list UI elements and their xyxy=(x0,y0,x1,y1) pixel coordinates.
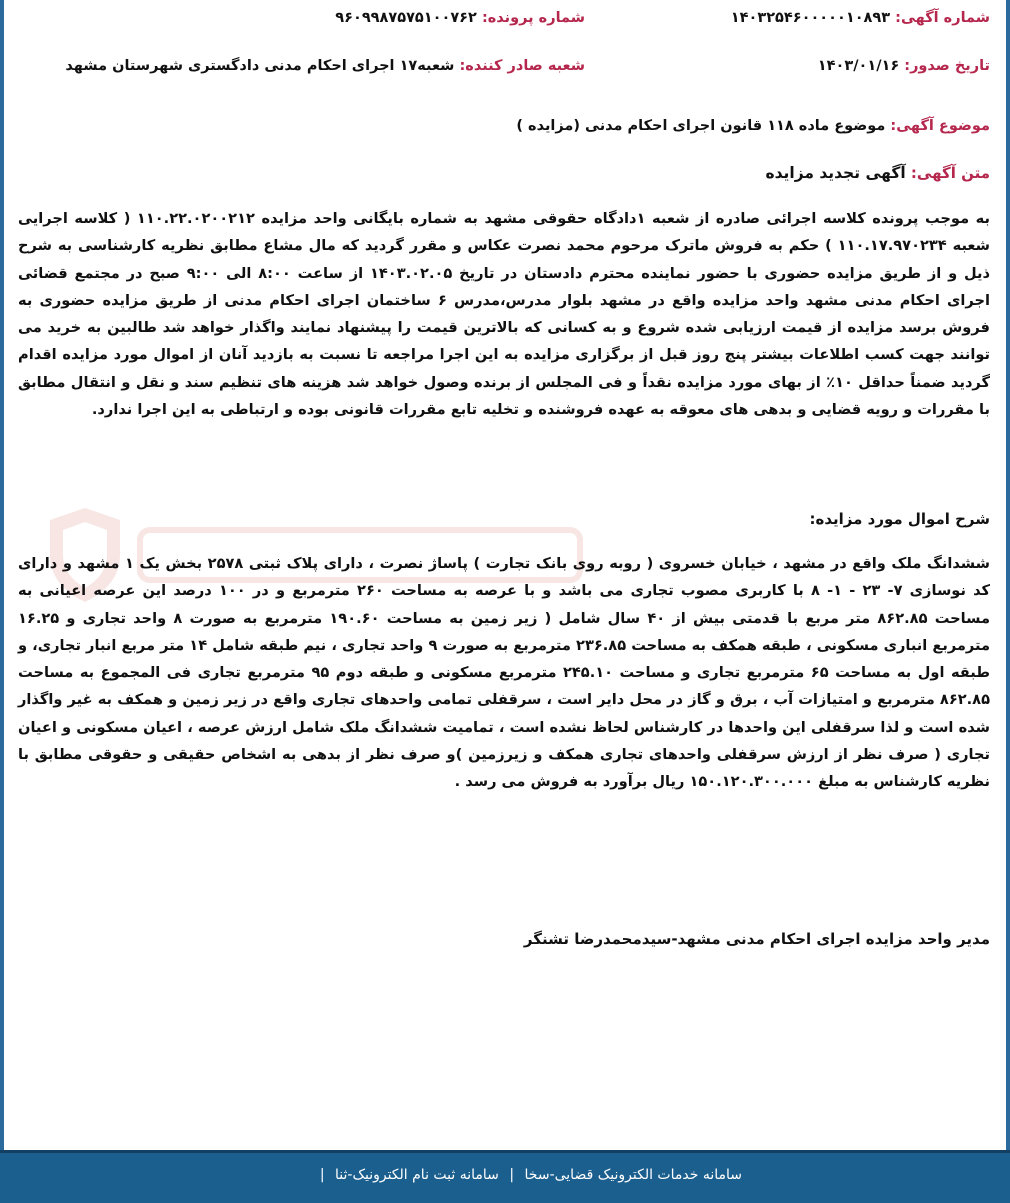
branch-row xyxy=(65,58,585,74)
signature: مدیر واحد مزایده اجرای احکام مدنی مشهد-سیدمحمدرضا تشنگر xyxy=(523,930,990,948)
branch-name: شعبه۱۷ اجرای احکام مدنی دادگستری شهرستان مشهد xyxy=(65,58,455,74)
footer-link-sakha[interactable]: سامانه خدمات الکترونیک قضایی-سخا xyxy=(524,1167,742,1183)
subject-row xyxy=(516,118,990,134)
footer-bar xyxy=(0,1150,1010,1203)
branch-label: شعبه صادر کننده: xyxy=(459,58,585,74)
notice-text-label: متن آگهی: xyxy=(910,164,990,182)
notice-text-title: آگهی تجدید مزایده xyxy=(765,164,906,182)
footer-links xyxy=(314,1167,742,1183)
property-description-title: شرح اموال مورد مزایده: xyxy=(809,510,990,528)
issue-date: ۱۴۰۳/۰۱/۱۶ xyxy=(817,58,900,74)
notice-number: ۱۴۰۳۲۵۴۶۰۰۰۰۰۱۰۸۹۳ xyxy=(730,10,891,26)
notice-number-row xyxy=(731,10,990,26)
notice-content xyxy=(18,0,990,1150)
notice-paragraph-main: به موجب پرونده کلاسه اجرائی صادره از شعبه ۱دادگاه حقوقی مشهد به شماره بایگانی واحد مزایده ۱۱۰.۲۲.۰۲۰۰۲۱۲ ( کلاسه اجرایی شعبه ۱۱۰.۱۷.۹۷۰۲۳۴ ) حکم به فروش ماترک مرحوم محمد نصرت عکاس و مقرر گردید که مال مشاع مطابق نظریه کارشناسی به شرح ذیل و از طریق مزایده حضوری با حضور نماینده محترم دادستان در تاریخ ۱۴۰۳.۰۲.۰۵ از ساعت ۸:۰۰ الی ۹:۰۰ صبح در مجتمع قضائی اجرای احکام مدنی مشهد واحد مزایده واقع در مشهد بلوار مدرس،مدرس ۶ ساختمان اجرای احکام مدنی از طریق مزایده حضوری به فروش برسد مزایده از قیمت ارزیابی شده شروع و به کسانی که بالاترین قیمت را پیشنهاد نمایند واگذار خواهد شد طالبین به خرید می توانند جهت کسب اطلاعات بیشتر پنج روز قبل از برگزاری مزایده به این اجرا مراجعه تا نسبت به بازدید آنان از اموال مورد مزایده اقدام گردید ضمناً حداقل ۱۰٪ از بهای مورد مزایده نقداً و فی المجلس از برنده وصول خواهد شد هزینه های تنظیم سند و نقل و انتقال مطابق با مقررات و رویه قضایی و بدهی های معوقه به عهده فروشنده و تخلیه تابع مقررات قانونی بوده و ارتباطی به این اجرا ندارد. xyxy=(18,210,991,419)
issue-date-label: تاریخ صدور: xyxy=(904,58,990,74)
footer-link-sana[interactable]: سامانه ثبت نام الکترونیک-ثنا xyxy=(335,1167,499,1183)
footer-separator-end: | xyxy=(319,1167,325,1183)
issue-date-row xyxy=(818,58,990,74)
file-number: ۹۶۰۹۹۸۷۵۷۵۱۰۰۷۶۲ xyxy=(335,10,477,26)
notice-number-label: شماره آگهی: xyxy=(895,10,990,26)
footer-separator: | xyxy=(509,1167,515,1183)
file-number-label: شماره پرونده: xyxy=(481,10,585,26)
file-number-row xyxy=(335,10,585,26)
subject-label: موضوع آگهی: xyxy=(890,118,990,134)
subject-text: موضوع ماده ۱۱۸ قانون اجرای احکام مدنی (مزایده ) xyxy=(516,118,886,134)
left-border xyxy=(0,0,4,1150)
notice-text-row xyxy=(765,164,990,182)
property-description-paragraph: ششدانگ ملک واقع در مشهد ، خیابان خسروی ( روبه روی بانک تجارت ) پاساژ نصرت ، دارای پلاک ثبتی ۲۵۷۸ بخش یک ۱ مشهد و دارای کد نوسازی ۷- ۲۳ - ۱- ۸ با کاربری مصوب تجاری می باشد و با عرصه به مساحت ۲۶۰ مترمربع و در ۱۰۰ درصد این عرصه اعیانی به مساحت ۸۶۲.۸۵ متر مربع با قدمتی بیش از ۴۰ سال شامل ( زیر زمین به مساحت ۱۹۰.۶۰ مترمربع به صورت ۸ واحد تجاری و ۱۶.۲۵ مترمربع انباری مسکونی ، طبقه همکف به مساحت ۲۳۶.۸۵ مترمربع به صورت ۹ واحد تجاری ، نیم طبقه شامل ۱۴ متر مربع انبار تجاری، و طبقه اول به مساحت ۶۵ مترمربع تجاری و مساحت ۲۴۵.۱۰ مترمربع مسکونی و طبقه دوم ۹۵ مترمربع تجاری فی المجموع به مساحت ۸۶۲.۸۵ مترمربع و امتیازات آب ، برق و گاز در محل دایر است ، سرقفلی تمامی واحدهای تجاری واقع در زیر زمین و همکف به غیر واگذار شده است و لذا سرقفلی این واحدها در کارشناس لحاظ نشده است ، تمامیت ششدانگ ملک شامل ارزش عرصه ، اعیان مسکونی و اعیان تجاری ( صرف نظر از ارزش سرقفلی واحدهای تجاری همکف و زیرزمین )و صرف نظر از بدهی به اشخاص حقیقی و حقوقی مطابق با نظریه کارشناس به مبلغ ۱۵۰.۱۲۰.۳۰۰.۰۰۰ ریال برآورد به فروش می رسد . xyxy=(18,555,991,791)
